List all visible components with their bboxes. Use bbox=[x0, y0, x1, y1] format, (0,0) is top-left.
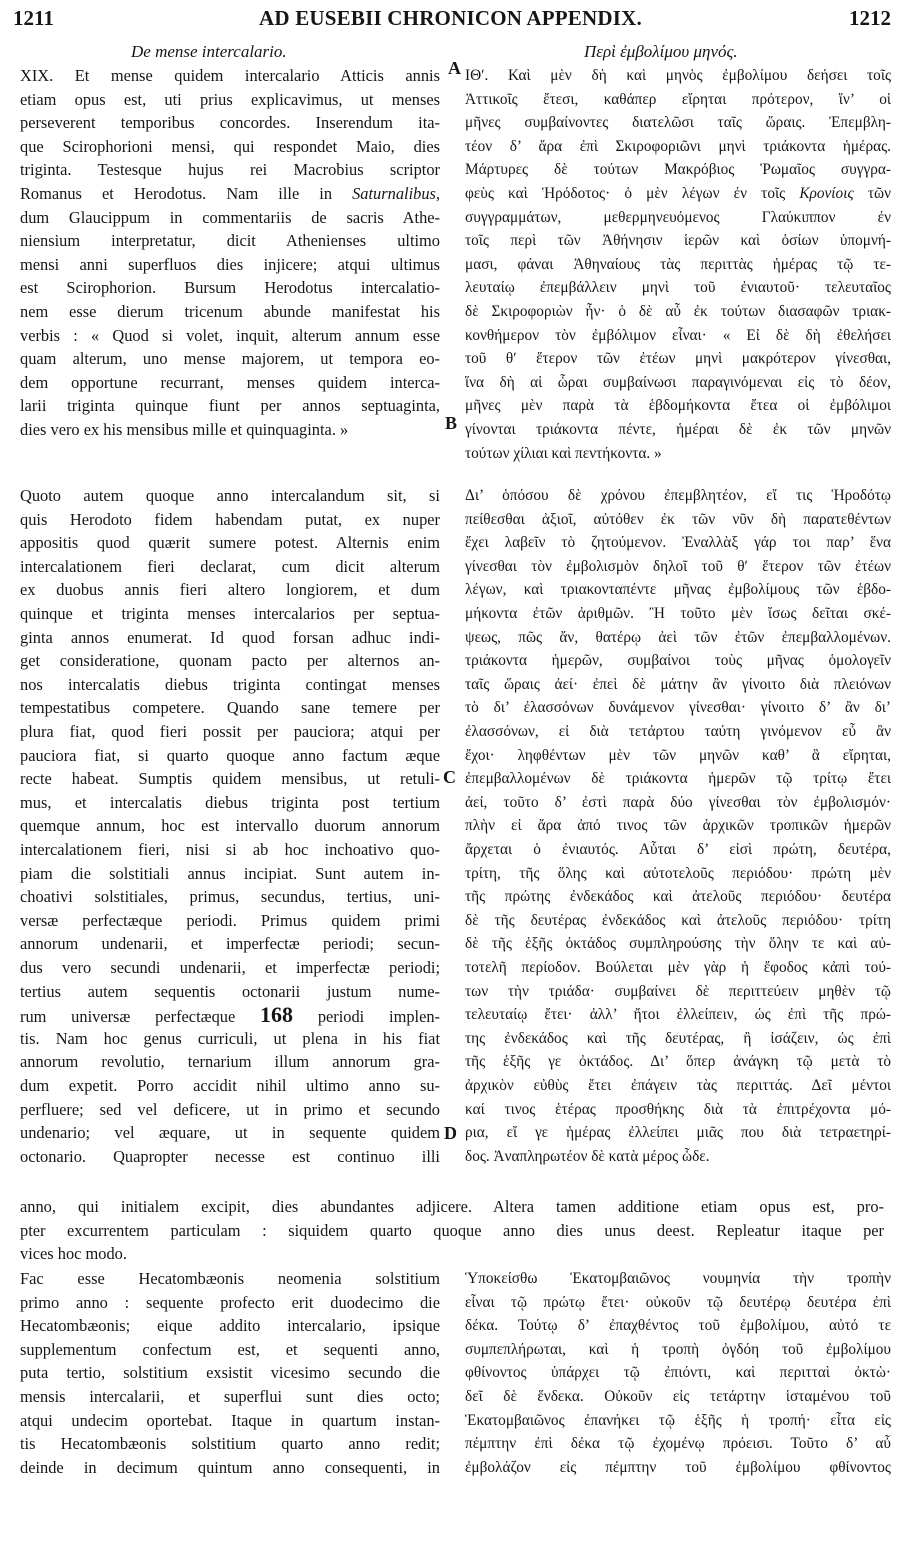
greek-line: Ἑκατομβαιῶνος ἐπανήκει τῷ ἑξῆς ἡ τροπή· εἶτα εἰς bbox=[465, 1411, 891, 1429]
greek-line: κονθήμερον τὸν ἐμβόλιμον εἶναι· « Εἰ δὲ δὴ ἐθελήσει bbox=[465, 326, 891, 344]
latin-line: tis Hecatombæonis solstitium quarto anno redit; bbox=[20, 1434, 440, 1454]
latin-line: tertius autem sequentis octonarii justum nume- bbox=[20, 981, 440, 1001]
latin-line: versæ perfectæque periodi. Primus quidem primi bbox=[20, 910, 440, 930]
latin-line: quemque annum, hoc est intervallo duorum annorum bbox=[20, 816, 440, 836]
greek-line: των τὴν τριάδα· συμβαίνει δὲ περιττεύειν μηθὲν τῷ bbox=[465, 982, 891, 1000]
greek-line: ἐπεμβαλλομένων δὲ τριάκοντα ἡμερῶν τῷ τρίτῳ ἔτει bbox=[465, 770, 891, 788]
greek-line: συμπεπλήρωται, καὶ ἡ τροπὴ ὀγδόη τοῦ ἐμβολίμου bbox=[465, 1340, 891, 1358]
latin-line: triginta. Testesque hujus rei Macrobius scriptor bbox=[20, 160, 440, 180]
greek-line: ἔχοι· ληφθέντων μὲν τῶν μηνῶν καθ’ ἃ εἴρηται, bbox=[465, 746, 891, 764]
latin-line: niensium interpretatur, dicit Athenienses ultimo bbox=[20, 231, 440, 251]
greek-section-heading: Περὶ ἐμβολίμου μηνός. bbox=[584, 42, 738, 61]
right-page-number: 1212 bbox=[849, 6, 891, 30]
greek-italic-title: Κρονίοις bbox=[799, 185, 854, 202]
greek-line: λευταίῳ ἐπεμβάλλειν μηνὶ τοῦ ἐνιαυτοῦ· τελευταῖος bbox=[465, 279, 891, 297]
column-number: 168 bbox=[260, 1002, 294, 1028]
latin-line: annorum undenarii, et imperfectæ periodi; secun- bbox=[20, 934, 440, 954]
greek-line: δὲ τῆς δευτέρας ἐνδεκάδος καὶ ἀτελοῦς περιόδου· τρίτη bbox=[465, 911, 891, 929]
latin-line: supplementum confectum est, et sequenti anno, bbox=[20, 1339, 440, 1359]
running-title: AD EUSEBII CHRONICON APPENDIX. bbox=[259, 6, 642, 30]
full-width-line: pter excurrentem particulam : siquidem quarto quoque anno dies unus deest. Repleatur itaque per bbox=[20, 1220, 884, 1240]
greek-line: τριάκοντα ἡμερῶν, συμβαίνοι τοὺς μῆνας ὁμολογεῖν bbox=[465, 652, 891, 670]
latin-line: dies vero ex his mensibus mille et quinquaginta. » bbox=[20, 420, 349, 439]
greek-line: ἐμβολάζον εἰς πέμπτην τοῦ ἐμβολίμου φθίνοντος bbox=[465, 1458, 891, 1476]
latin-line: perfluere; sed vel deficere, ut in primo et secundo bbox=[20, 1099, 440, 1119]
greek-line: Δι’ ὁπόσου δὲ χρόνου ἐπεμβλητέον, εἴ τις Ἡροδότῳ bbox=[465, 487, 891, 504]
greek-line: δὲ τῆς ἑξῆς ὀκτάδος συμπληρούσης τὴν ὅλην τε καὶ αὐ- bbox=[465, 935, 891, 953]
greek-line: δὲ Σκιροφοριὼν ἦν· ὁ δὲ αὖ ἐκ τούτων διασαφῶν τριακ- bbox=[465, 303, 891, 320]
greek-line: τρίτη, τῆς ὅλης καὶ αὐτοτελοῦς περιόδου· πρώτη μὲν bbox=[465, 864, 891, 882]
latin-line: annorum revolutio, ternarium illum annorum gra- bbox=[20, 1052, 440, 1072]
latin-line: perseverent temporibus concordes. Inserendum ita- bbox=[20, 113, 440, 133]
margin-marker-d: D bbox=[444, 1123, 457, 1143]
latin-line: mensis intercalarii, et superflui sunt dies octo; bbox=[20, 1387, 440, 1406]
latin-line: XIX. Et mense quidem intercalario Atticis annis bbox=[20, 66, 440, 85]
latin-line: tis. Nam hoc genus curriculi, ut plena in his fiat bbox=[20, 1028, 440, 1048]
latin-line: ex duobus annis fieri altero longiorem, et dum bbox=[20, 580, 440, 600]
latin-line: que Scirophorioni mensi, qui respondet Maio, dies bbox=[20, 136, 440, 156]
full-width-line: anno, qui initialem excipit, dies abundantes adjicere. Altera tamen additione etiam opus est, pro- bbox=[20, 1197, 884, 1216]
greek-line: καί τινος ἑτέρας προσθήκης διὰ τὰ ἐπιτρέχοντα μό- bbox=[465, 1100, 891, 1118]
latin-text: Romanus et Herodotus. Nam ille in bbox=[20, 184, 353, 203]
greek-line: ρια, εἴ γε ἡμέρας ἐλλείπει μιᾶς που διὰ τετραετηρί- bbox=[465, 1124, 891, 1142]
greek-line: τῆς πρώτης ἐνδεκάδος καὶ ἀτελοῦς περιόδου· δευτέρα bbox=[465, 888, 891, 906]
greek-line: λέγων, καὶ τριακονταπέντε μῆνας ἐμβολίμους τῶν ἑβδο- bbox=[465, 581, 891, 599]
greek-line: τῆς ἑξῆς γε ὀκτάδος. Δι’ ὅπερ ἀνάγκη τῷ μετὰ τὸ bbox=[465, 1053, 891, 1071]
greek-text: φεὺς καὶ Ἡρόδοτος· ὁ μὲν λέγων ἐν τοῖς bbox=[465, 185, 800, 202]
margin-marker-a: A bbox=[448, 58, 461, 78]
greek-line: εἶναι τῷ πρώτῳ ἔτει· οὐκοῦν τῷ δευτέρῳ δευτέρα ἐπὶ bbox=[465, 1293, 891, 1311]
full-width-line: vices hoc modo. bbox=[20, 1244, 127, 1264]
greek-line: πέμπτην ἐπὶ δέκα τῷ ἐχομένῳ πρόεισι. Τοῦτο δ’ αὖ bbox=[465, 1435, 891, 1453]
left-page-number: 1211 bbox=[13, 6, 54, 30]
latin-line: octonario. Quapropter necesse est continuo illi bbox=[20, 1146, 440, 1166]
latin-line: puta tertio, solstitium exsistit vicesimo secundo die bbox=[20, 1363, 440, 1383]
greek-line: ἔχει λαβεῖν τὸ ζητούμενον. Ἐναλλὰξ γάρ τοι παρ’ ἕνα bbox=[465, 534, 891, 552]
latin-line: mus, et intercalatis diebus triginta post tertium bbox=[20, 792, 440, 812]
greek-text: τῶν bbox=[853, 185, 891, 202]
latin-line: verbis : « Quod si volet, inquit, alterum annum esse bbox=[20, 325, 440, 345]
greek-line: τέον δ’ ἄρα ἐπὶ Σκιροφοριῶνι μηνὶ τριάκοντα ἡμέρας. bbox=[465, 137, 891, 155]
latin-line: atqui undecim oportebat. Itaque in quartum instan- bbox=[20, 1410, 440, 1430]
greek-line: ἀεί, τοῦτο δ’ ἐστὶ παρὰ δύο γίνεσθαι τὸν ἐμβολισμόν· bbox=[465, 793, 891, 811]
latin-line: recte habeat. Sumptis quidem mensibus, ut retuli- bbox=[20, 769, 440, 789]
greek-line: Ἀττικοῖς ἔτεσι, καθάπερ εἴρηται πρότερον, ἵν’ οἱ bbox=[465, 90, 891, 108]
latin-line: tempestatibus competere. Quando sane temere per bbox=[20, 698, 440, 718]
greek-line: ἄρχεται ὁ ἐνιαυτός. Αὗται δ’ εἰσὶ πρώτη, δευτέρα, bbox=[465, 841, 891, 858]
greek-line: πλὴν εἰ ἄρα ἀπό τινος τῶν ἀρχικῶν τροπικῶν ἡμερῶν bbox=[465, 817, 891, 835]
latin-line: quam alterum, uno mense majorem, ut tempora eo- bbox=[20, 349, 440, 369]
greek-line: μήκοντα ἐτῶν ἀριθμῶν. Ἢ τοῦτο μὲν ἴσως δεῖται σκέ- bbox=[465, 605, 891, 622]
latin-line: appositis quod quærit sumere potest. Alternis enim bbox=[20, 533, 440, 553]
latin-line: choativi solstitiales, primus, secundus, tertius, uni- bbox=[20, 887, 440, 907]
greek-line bbox=[465, 182, 891, 206]
latin-section-heading: De mense intercalario. bbox=[131, 42, 287, 61]
latin-line: piam die solstitiali annus incipiat. Sunt autem in- bbox=[20, 863, 440, 883]
greek-line: τὸ δι’ ἐλασσόνων δυνάμενον γίνεσθαι· γίνοιτο δ’ ἂν δι’ bbox=[465, 699, 891, 717]
greek-line: μῆνες συμβαίνοντες διατελῶσι ταῖς ὥραις. Ἐπεμβλη- bbox=[465, 114, 891, 132]
latin-line: intercalationem fieri, nisi si ab hoc inchoativo quo- bbox=[20, 840, 440, 859]
latin-line: quinque et triginta menses intercalarios per septua- bbox=[20, 604, 440, 623]
greek-line: γίνεσθαι τὸν ἐμβολισμὸν δηλοῖ τοῦ θʹ ἕτερον τῶν ἐτέων bbox=[465, 557, 891, 575]
latin-line: Hecatombæonis; eique addito intercalario, ipsique bbox=[20, 1316, 440, 1336]
greek-line: μῆνες μὲν παρὰ τὰ ἑβδομήκοντα ἔτεα οἱ ἐμβόλιμοι bbox=[465, 397, 891, 415]
greek-line: ἐλασσόνων, εἰ διὰ τετάρτου ταύτη γινόμενον εὖ ἂν bbox=[465, 723, 891, 740]
latin-line: nem esse dierum tricenum abunde manifestat his bbox=[20, 302, 440, 321]
greek-line: Ὑποκείσθω Ἑκατομβαιῶνος νουμηνία τὴν τροπὴν bbox=[465, 1270, 891, 1287]
latin-line: Fac esse Hecatombæonis neomenia solstitium bbox=[20, 1269, 440, 1288]
latin-italic-title: Saturnalibus, bbox=[352, 184, 440, 203]
greek-line: ταῖς ὥραις ἀεί· ἐπεὶ δὲ μάτην ἂν γίνοιτο διὰ πλειόνων bbox=[465, 675, 891, 693]
greek-line: τοτελῆ περίοδον. Βούλεται μὲν γὰρ ἡ ἔφοδος κἀπὶ τού- bbox=[465, 959, 891, 976]
greek-line: τελευταίῳ ἔτει· ἀλλ’ ἤτοι ἐλλείπειν, ὡς ἐπὶ τῆς πρώ- bbox=[465, 1006, 891, 1024]
latin-line: primo anno : sequente profecto erit duodecimo die bbox=[20, 1292, 440, 1312]
latin-line: deinde in decimum quintum anno consequenti, in bbox=[20, 1457, 440, 1477]
greek-line: γίνονται τριάκοντα πέντε, ἡμέραι δὲ ἐκ τῶν μηνῶν bbox=[465, 421, 891, 438]
greek-line: ψεως, πῶς ἄν, θατέρῳ ἀεὶ τῶν ἐτῶν ἐπεμβαλλομένων. bbox=[465, 628, 891, 646]
latin-line: pauciora fiat, si quarto quoque anno factum æque bbox=[20, 745, 440, 765]
latin-text: periodi implen- bbox=[293, 1007, 441, 1027]
greek-line: τούτων χίλιαι καὶ πεντήκοντα. » bbox=[465, 444, 662, 462]
latin-line: dus vero secundi undenarii, et imperfectæ periodi; bbox=[20, 958, 440, 977]
latin-line: dum expetit. Porro accidit nihil ultimo anno su- bbox=[20, 1076, 440, 1095]
latin-line: larii triginta quinque fiunt per annos septuaginta, bbox=[20, 396, 440, 416]
latin-line: intercalationem fieri declarat, cum dicit alterum bbox=[20, 556, 440, 576]
latin-line: undenario; vel æquare, ut in sequente quidem bbox=[20, 1123, 440, 1143]
greek-line: Μάρτυρες δὲ τούτων Μακρόβιος Ῥωμαῖος συγγρα- bbox=[465, 161, 891, 179]
latin-line bbox=[20, 182, 440, 206]
greek-line: τοῖς περὶ τῶν Ἀθήνησιν ἱερῶν καὶ ὁσίων ὑπομνή- bbox=[465, 232, 891, 250]
greek-line: συγγραμμάτων, μεθερμηνευόμενος Γλαύκιππον ἐν bbox=[465, 208, 891, 226]
latin-line: plura fiat, quod fieri possit per pauciora; atqui per bbox=[20, 722, 440, 741]
latin-line bbox=[20, 1003, 440, 1027]
margin-marker-b: B bbox=[445, 413, 458, 433]
greek-line: μασι, φάναι Ἀθηναίους τὰς περιττὰς ἡμέρας τῷ τε- bbox=[465, 255, 891, 273]
latin-line: etiam opus est, uti prius explicavimus, ut menses bbox=[20, 89, 440, 109]
latin-text: rum universæ perfectæque bbox=[20, 1007, 261, 1027]
greek-line: δέκα. Τούτῳ δ’ ἐπαχθέντος τοῦ ἐμβολίμου, αὐτό τε bbox=[465, 1317, 891, 1335]
greek-line: ἀρχικὸν εὐθὺς ἔτει ἐπάγειν τὰς περιττάς. Δεῖ μέντοι bbox=[465, 1077, 891, 1094]
greek-line: της ἐνδεκάδος καὶ τῆς δευτέρας, ἢ ἰσάζειν, ὡς ἐπὶ bbox=[465, 1029, 891, 1047]
greek-line: δεῖ δὲ ἕνδεκα. Οὐκοῦν εἰς τετάρτην ἱσταμένου τοῦ bbox=[465, 1388, 891, 1405]
latin-line: Quoto autem quoque anno intercalandum sit, si bbox=[20, 486, 440, 505]
latin-line: dem opportune recurrant, menses quidem interca- bbox=[20, 372, 440, 392]
margin-marker-c: C bbox=[443, 767, 456, 787]
greek-line: τοῦ θʹ ἕτερον τῶν ἐτέων μηνὶ μακρότερον γίνεσθαι, bbox=[465, 350, 891, 368]
greek-line: δος. Ἀναπληρωτέον δὲ κατὰ μέρος ὧδε. bbox=[465, 1147, 710, 1165]
greek-line: ΙΘʹ. Καὶ μὲν δὴ καὶ μηνὸς ἐμβολίμου δεήσει τοῖς bbox=[465, 67, 891, 84]
greek-line: πείθεσθαι ἀξιοῖ, αὐτόθεν ἐκ τῶν νῦν δὴ παρατεθέντων bbox=[465, 510, 891, 528]
latin-line: mensi anni superfluos dies injicere; atqui ultimus bbox=[20, 254, 440, 274]
latin-line: ginta annos enumerat. Id quod forsan adhuc indi- bbox=[20, 627, 440, 647]
latin-line: get consideratione, quonam pacto per alternos an- bbox=[20, 651, 440, 671]
latin-line: dum Glaucippum in commentariis de sacris Athe- bbox=[20, 207, 440, 227]
latin-line: quis Herodoto fidem habendam putat, ex nuper bbox=[20, 509, 440, 529]
greek-line: ἵνα δὴ αἱ ὧραι συμβαίνωσι παραγινόμεναι εἰς τὸ δέον, bbox=[465, 373, 891, 391]
greek-line: φθίνοντος ὑπάρχει τῷ ἐπιόντι, καὶ περιτταὶ ὀκτὼ· bbox=[465, 1364, 891, 1382]
latin-line: nos intercalatis diebus triginta contingat menses bbox=[20, 674, 440, 694]
latin-line: est Scirophorion. Bursum Herodotus intercalatio- bbox=[20, 278, 440, 298]
